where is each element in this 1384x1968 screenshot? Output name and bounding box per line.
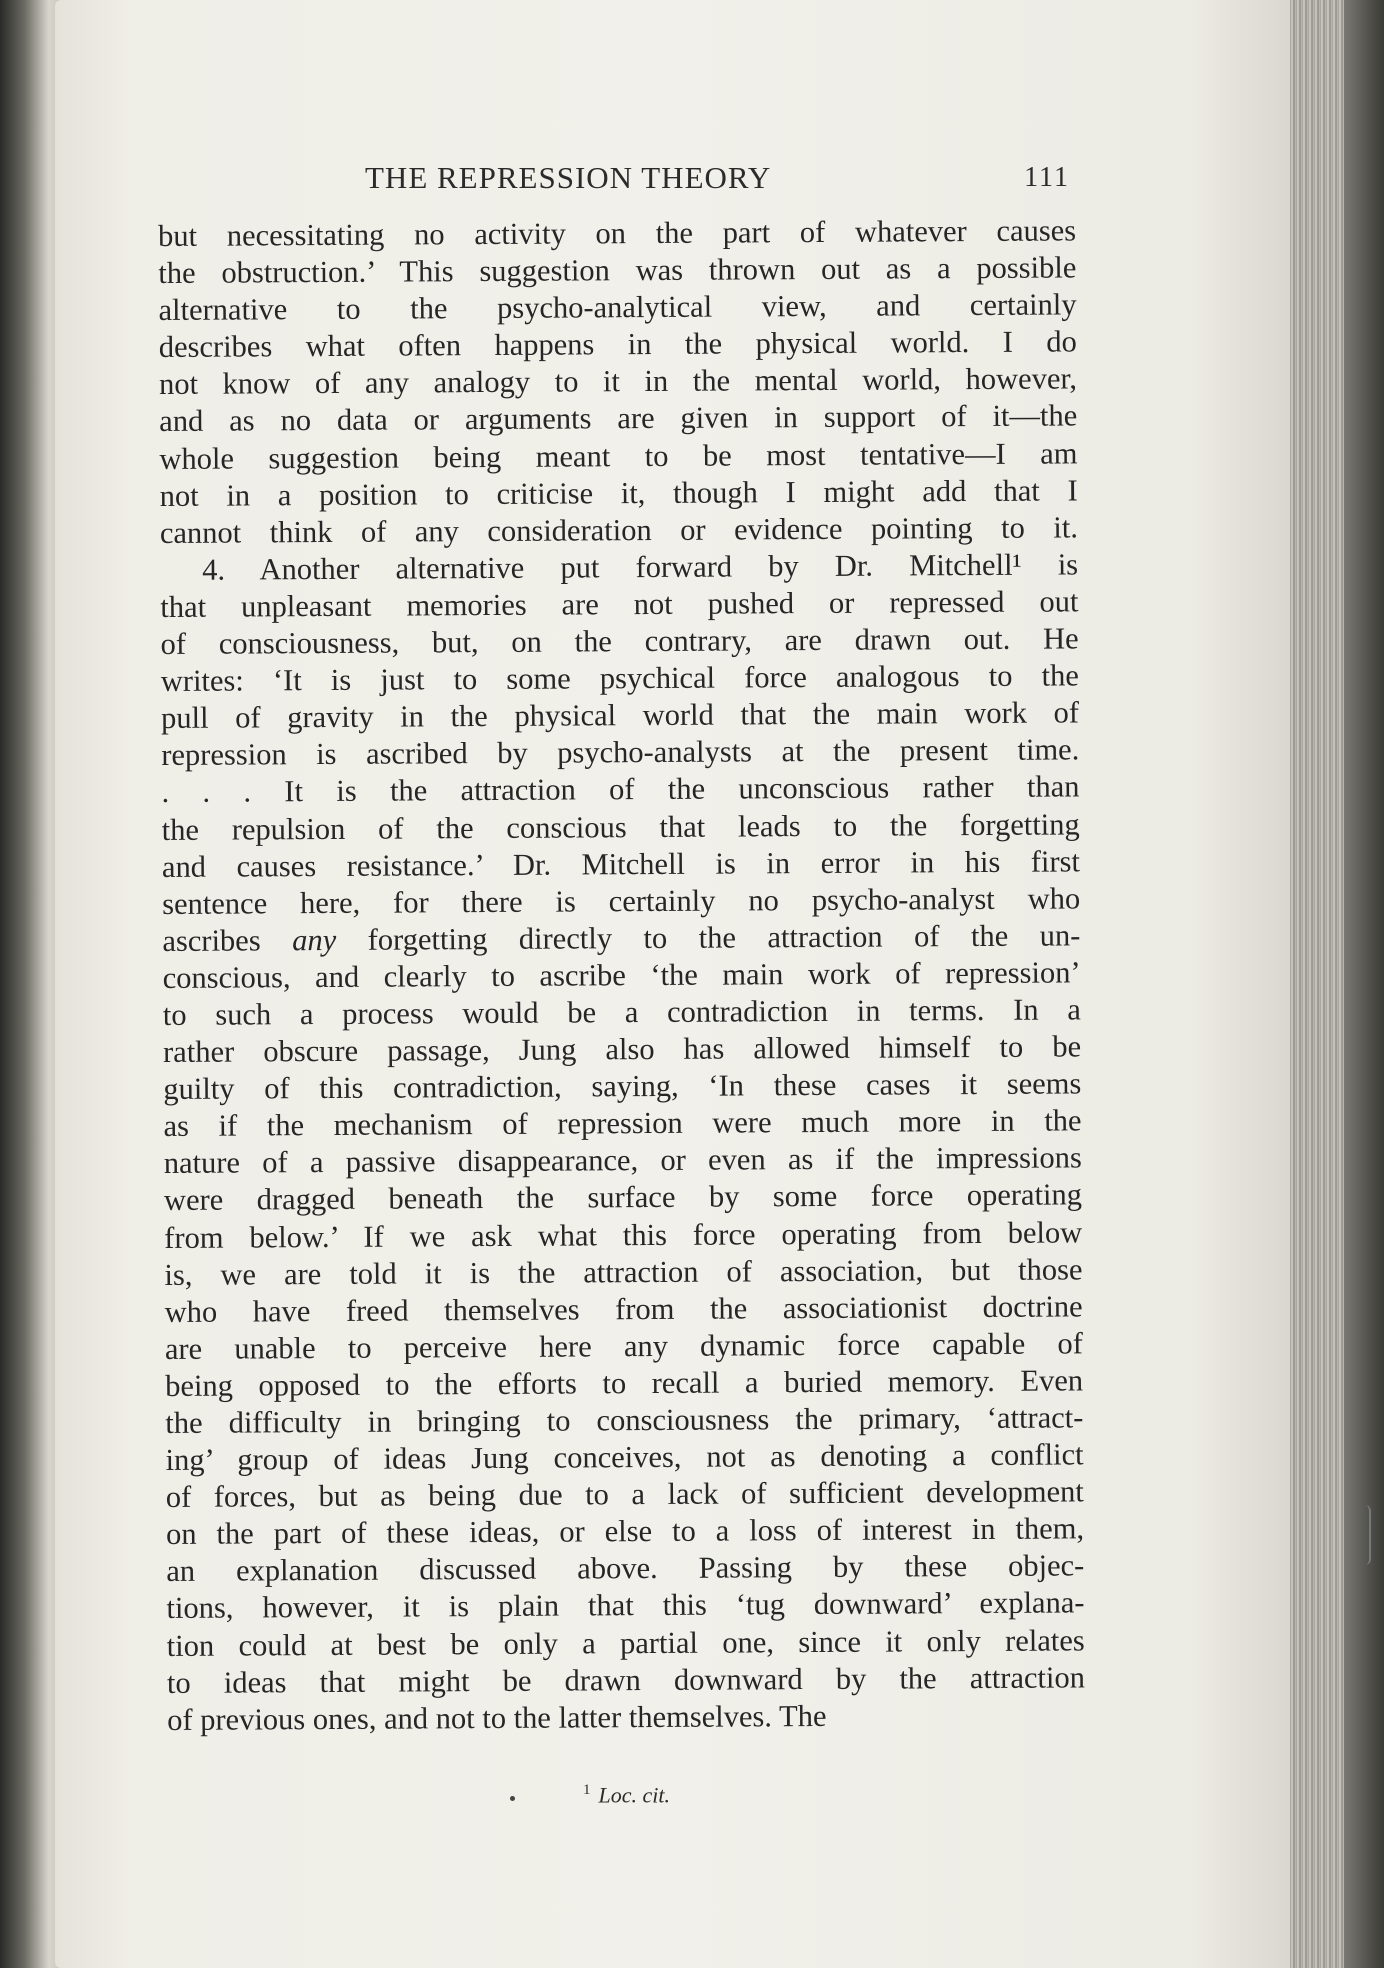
body-text xyxy=(158,212,1085,1738)
text-line: were dragged beneath the surface by some force operating xyxy=(163,1177,1083,1218)
text-line: and as no data or arguments are given in support of it—the xyxy=(159,398,1078,439)
ink-speck xyxy=(510,1796,515,1801)
text-line: nature of a passive disappearance, or even as if the impressions xyxy=(163,1140,1082,1181)
text-line: of forces, but as being due to a lack of sufficient development xyxy=(165,1474,1084,1515)
text-line: sentence here, for there is certainly no psycho-analyst who xyxy=(162,881,1081,921)
text-line: tions, however, it is plain that this ‘tug downward’ explana- xyxy=(166,1585,1085,1626)
text-line: tion could at best be only a partial one, since it only relates xyxy=(166,1622,1085,1663)
emphasis: any xyxy=(292,922,337,957)
text-line: are unable to perceive here any dynamic force capable of xyxy=(164,1326,1083,1366)
text-line: . . . It is the attraction of the unconscious rather than xyxy=(161,769,1080,810)
text-line: not know of any analogy to it in the mental world, however, xyxy=(158,361,1078,402)
footnote-text: Loc. cit. xyxy=(598,1782,670,1808)
text-line: the obstruction.’ This suggestion was thrown out as a possible xyxy=(158,250,1077,291)
text-line: not in a position to criticise it, though I might add that I xyxy=(159,473,1078,513)
text-line: to such a process would be a contradiction in terms. In a xyxy=(162,992,1081,1032)
text-line: of previous ones, and not to the latter themselves. The xyxy=(167,1698,827,1737)
text-line: describes what often happens in the physical world. I do xyxy=(158,324,1077,365)
running-title: THE REPRESSION THEORY xyxy=(365,160,772,195)
text-line: writes: ‘It is just to some psychical force analogous to the xyxy=(160,658,1079,699)
margin-pencil-mark xyxy=(1365,1505,1371,1565)
text-line: the repulsion of the conscious that leads to the forgetting xyxy=(161,806,1080,847)
text-line: being opposed to the efforts to recall a buried memory. Even xyxy=(165,1363,1084,1403)
text-line: ascribes any forgetting directly to the attraction of the un- xyxy=(162,918,1081,958)
text-line: who have freed themselves from the associationist doctrine xyxy=(164,1289,1083,1329)
text-line: on the part of these ideas, or else to a loss of interest in them, xyxy=(165,1511,1085,1552)
text-line: repression is ascribed by psycho-analysts at the present time. xyxy=(161,732,1080,773)
text-line: whole suggestion being meant to be most tentative—I am xyxy=(159,435,1078,476)
text-line: of consciousness, but, on the contrary, are drawn out. He xyxy=(160,621,1079,662)
text-line: ing’ group of ideas Jung conceives, not as denoting a conflict xyxy=(165,1437,1084,1478)
text-line: and causes resistance.’ Dr. Mitchell is in error in his first xyxy=(161,843,1081,884)
text-line: to ideas that might be drawn downward by the attraction xyxy=(166,1660,1086,1700)
book-page-edges-right xyxy=(1290,0,1384,1968)
text-line: guilty of this contradiction, saying, ‘In these cases it seems xyxy=(163,1066,1082,1107)
text-line: rather obscure passage, Jung also has allowed himself to be xyxy=(162,1029,1082,1070)
text-line: 4. Another alternative put forward by Dr. Mitchell¹ is xyxy=(202,547,1079,587)
page-number: 111 xyxy=(1024,162,1070,193)
text-line: alternative to the psycho-analytical view, and certainly xyxy=(158,287,1077,328)
text-line: conscious, and clearly to ascribe ‘the main work of repression’ xyxy=(162,955,1081,995)
footnote xyxy=(583,1782,670,1808)
page-header xyxy=(150,160,1070,204)
text-line: but necessitating no activity on the part of whatever causes xyxy=(158,213,1077,253)
text-line: from below.’ If we ask what this force operating from below xyxy=(164,1214,1083,1255)
text-line: that unpleasant memories are not pushed or repressed out xyxy=(160,584,1079,624)
text-line: pull of gravity in the physical world that the main work of xyxy=(160,695,1080,736)
text-line: the difficulty in bringing to consciousness the primary, ‘attract- xyxy=(165,1400,1084,1440)
text-line: as if the mechanism of repression were much more in the xyxy=(163,1103,1082,1144)
footnote-marker: 1 xyxy=(583,1782,591,1798)
text-line: is, we are told it is the attraction of association, but those xyxy=(164,1251,1083,1292)
text-line: an explanation discussed above. Passing by these objec- xyxy=(166,1548,1085,1589)
text-line: cannot think of any consideration or evidence pointing to it. xyxy=(159,510,1079,550)
